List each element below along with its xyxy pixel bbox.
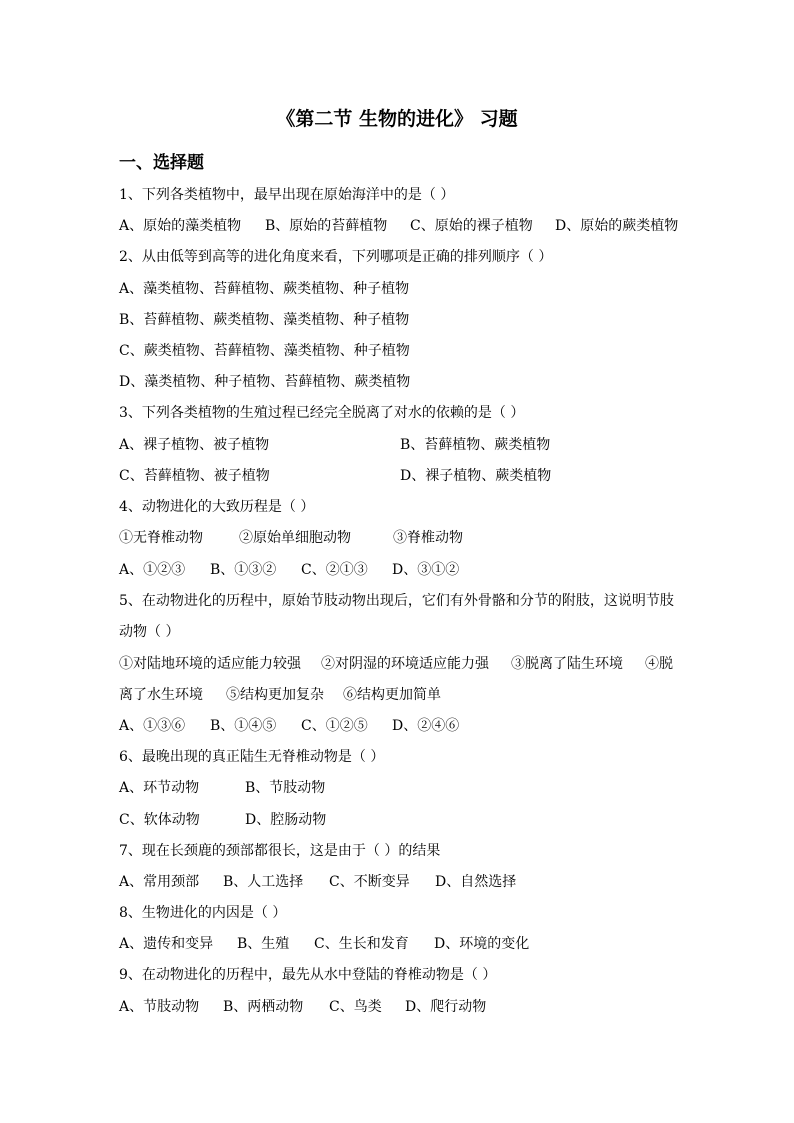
option-a: A、①③⑥ — [119, 718, 186, 734]
option-a: A、原始的藻类植物 — [119, 218, 242, 234]
option-a: A、遗传和变异 — [119, 936, 214, 952]
question-1-stem: 1、下列各类植物中，最早出现在原始海洋中的是（ ） — [119, 187, 455, 203]
option-a: A、环节动物 — [119, 780, 200, 796]
option-d: D、原始的蕨类植物 — [555, 218, 679, 234]
option-b: B、苔藓植物、蕨类植物、藻类植物、种子植物 — [119, 312, 410, 328]
option-d: D、藻类植物、种子植物、苔藓植物、蕨类植物 — [119, 374, 411, 390]
option-b: B、生殖 — [237, 936, 290, 952]
question-4-stem: 4、动物进化的大致历程是（ ） — [119, 499, 315, 515]
option-b: B、原始的苔藓植物 — [265, 218, 388, 234]
option-b: B、①③② — [210, 562, 277, 578]
item-1: ①对陆地环境的适应能力较强 — [119, 656, 301, 672]
section-heading: 一、选择题 — [119, 153, 204, 173]
option-d: D、腔肠动物 — [245, 812, 327, 828]
option-c: C、原始的裸子植物 — [410, 218, 533, 234]
item-6: ⑥结构更加简单 — [343, 687, 441, 703]
question-7-stem: 7、现在长颈鹿的颈部都很长，这是由于（ ）的结果 — [119, 843, 441, 859]
question-3-options-row2 — [119, 466, 679, 486]
question-3-stem: 3、下列各类植物的生殖过程已经完全脱离了对水的依赖的是（ ） — [119, 405, 525, 421]
option-b: B、节肢动物 — [245, 780, 326, 796]
question-3-options-row1 — [119, 435, 679, 455]
item-3: ③脊椎动物 — [393, 530, 463, 546]
item-5: ⑤结构更加复杂 — [226, 687, 324, 703]
question-9-stem: 9、在动物进化的历程中，最先从水中登陆的脊椎动物是（ ） — [119, 967, 497, 983]
option-a: A、①②③ — [119, 562, 186, 578]
option-c: C、①②⑤ — [301, 718, 368, 734]
item-3: ③脱离了陆生环境 — [511, 656, 623, 672]
question-5-items-row1 — [119, 654, 679, 674]
option-a: A、节肢动物 — [119, 999, 200, 1015]
item-2: ②对阴湿的环境适应能力强 — [321, 656, 489, 672]
option-d: D、爬行动物 — [405, 999, 487, 1015]
question-4-items — [119, 528, 679, 548]
option-c: C、蕨类植物、苔藓植物、藻类植物、种子植物 — [119, 343, 410, 359]
question-9-options — [119, 997, 679, 1017]
option-b: B、①④⑤ — [210, 718, 277, 734]
question-6-options-row2 — [119, 810, 679, 830]
option-d: D、裸子植物、蕨类植物 — [400, 468, 552, 484]
option-b: B、人工选择 — [223, 874, 304, 890]
question-4-options — [119, 560, 679, 580]
option-a: A、常用颈部 — [119, 874, 200, 890]
option-b: B、两栖动物 — [223, 999, 304, 1015]
option-d: D、自然选择 — [435, 874, 517, 890]
question-6-stem: 6、最晚出现的真正陆生无脊椎动物是（ ） — [119, 749, 385, 765]
option-c: C、软体动物 — [119, 812, 200, 828]
option-c: C、鸟类 — [329, 999, 382, 1015]
option-c: C、苔藓植物、被子植物 — [119, 468, 270, 484]
option-a: A、藻类植物、苔藓植物、蕨类植物、种子植物 — [119, 281, 410, 297]
question-7-options — [119, 872, 679, 892]
item-4: ④脱 — [645, 656, 673, 672]
question-5-options — [119, 716, 679, 736]
question-5-stem-cont: 动物（ ） — [119, 624, 180, 640]
item-4-cont: 离了水生环境 — [119, 687, 203, 703]
question-8-options — [119, 934, 679, 954]
option-d: D、②④⑥ — [392, 718, 460, 734]
option-d: D、③①② — [392, 562, 460, 578]
option-b: B、苔藓植物、蕨类植物 — [400, 437, 551, 453]
option-c: C、不断变异 — [329, 874, 410, 890]
page-title: 《第二节 生物的进化》 习题 — [276, 108, 518, 130]
option-c: C、生长和发育 — [314, 936, 409, 952]
item-1: ①无脊椎动物 — [119, 530, 203, 546]
question-1-options — [119, 216, 679, 236]
option-d: D、环境的变化 — [434, 936, 530, 952]
question-5-items-row2 — [119, 685, 679, 705]
question-8-stem: 8、生物进化的内因是（ ） — [119, 905, 287, 921]
question-2-stem: 2、从由低等到高等的进化角度来看，下列哪项是正确的排列顺序（ ） — [119, 249, 553, 265]
question-5-stem: 5、在动物进化的历程中，原始节肢动物出现后，它们有外骨骼和分节的附肢，这说明节肢 — [119, 593, 674, 609]
option-c: C、②①③ — [301, 562, 368, 578]
question-6-options-row1 — [119, 778, 679, 798]
option-a: A、裸子植物、被子植物 — [119, 437, 270, 453]
item-2: ②原始单细胞动物 — [239, 530, 351, 546]
